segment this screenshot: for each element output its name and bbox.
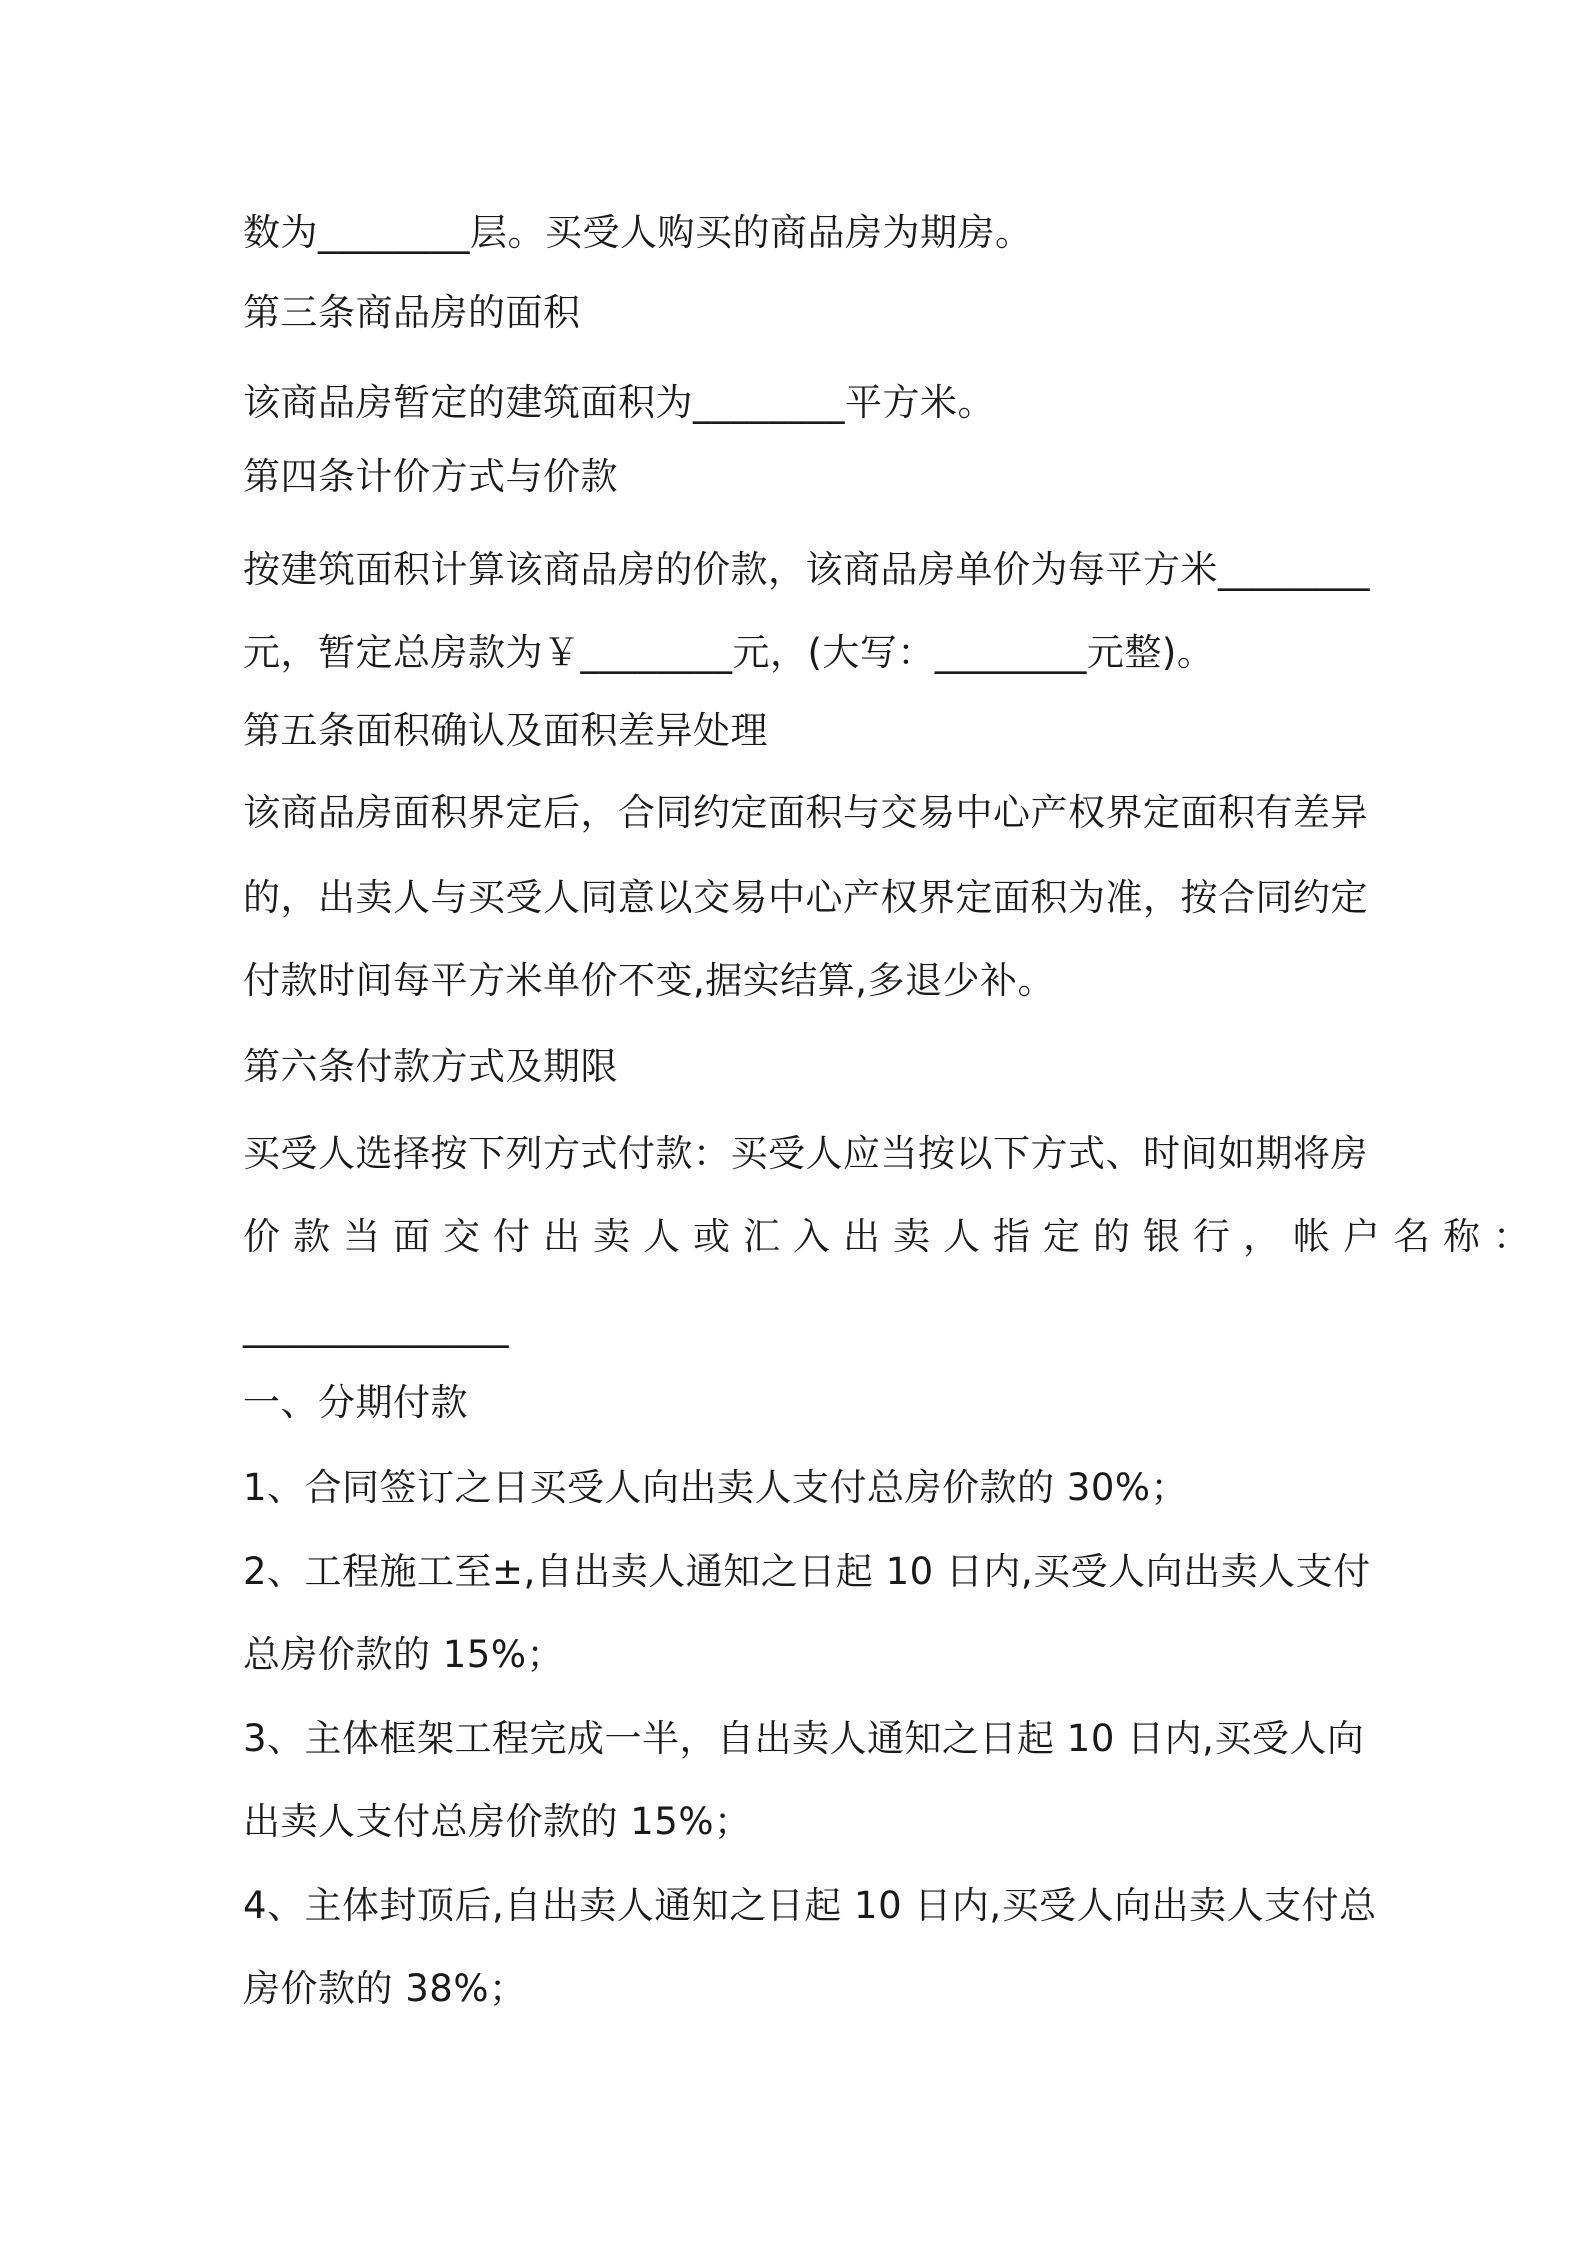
list-item-continuation: 出卖人支付总房价款的 15%；: [243, 1800, 752, 1843]
list-item-continuation: 房价款的 38%；: [243, 1967, 527, 2010]
section-heading-article-3: 第三条商品房的面积: [243, 291, 581, 334]
installment-heading: 一、分期付款: [243, 1381, 468, 1424]
section-heading-article-5: 第五条面积确认及面积差异处理: [243, 709, 768, 752]
text-line: 买受人选择按下列方式付款：买受人应当按以下方式、时间如期将房: [243, 1132, 1368, 1175]
list-item: 3、主体框架工程完成一半，自出卖人通知之日起 10 日内,买受人向: [243, 1717, 1365, 1760]
text-line: 付款时间每平方米单价不变,据实结算,多退少补。: [243, 959, 1056, 1002]
account-name-blank: ______________: [243, 1305, 509, 1348]
text-line: 按建筑面积计算该商品房的价款，该商品房单价为每平方米________: [243, 548, 1370, 591]
list-item: 4、主体封顶后,自出卖人通知之日起 10 日内,买受人向出卖人支付总: [243, 1884, 1377, 1927]
text-line: 元，暂定总房款为￥________元，(大写：________元整)。: [243, 631, 1215, 674]
text-line: 该商品房面积界定后，合同约定面积与交易中心产权界定面积有差异: [243, 791, 1368, 834]
text-line: 的，出卖人与买受人同意以交易中心产权界定面积为准，按合同约定: [243, 876, 1368, 919]
list-item: 2、工程施工至±,自出卖人通知之日起 10 日内,买受人向出卖人支付: [243, 1550, 1371, 1593]
list-item: 1、合同签订之日买受人向出卖人支付总房价款的 30%；: [243, 1466, 1189, 1509]
section-heading-article-6: 第六条付款方式及期限: [243, 1045, 618, 1088]
text-line: 数为________层。买受人购买的商品房为期房。: [243, 211, 1033, 254]
list-item-continuation: 总房价款的 15%；: [243, 1633, 564, 1676]
section-heading-article-4: 第四条计价方式与价款: [243, 455, 618, 498]
text-line: 价款当面交付出卖人或汇入出卖人指定的银行，帐户名称：: [243, 1215, 1543, 1258]
text-line: 该商品房暂定的建筑面积为________平方米。: [243, 381, 995, 424]
